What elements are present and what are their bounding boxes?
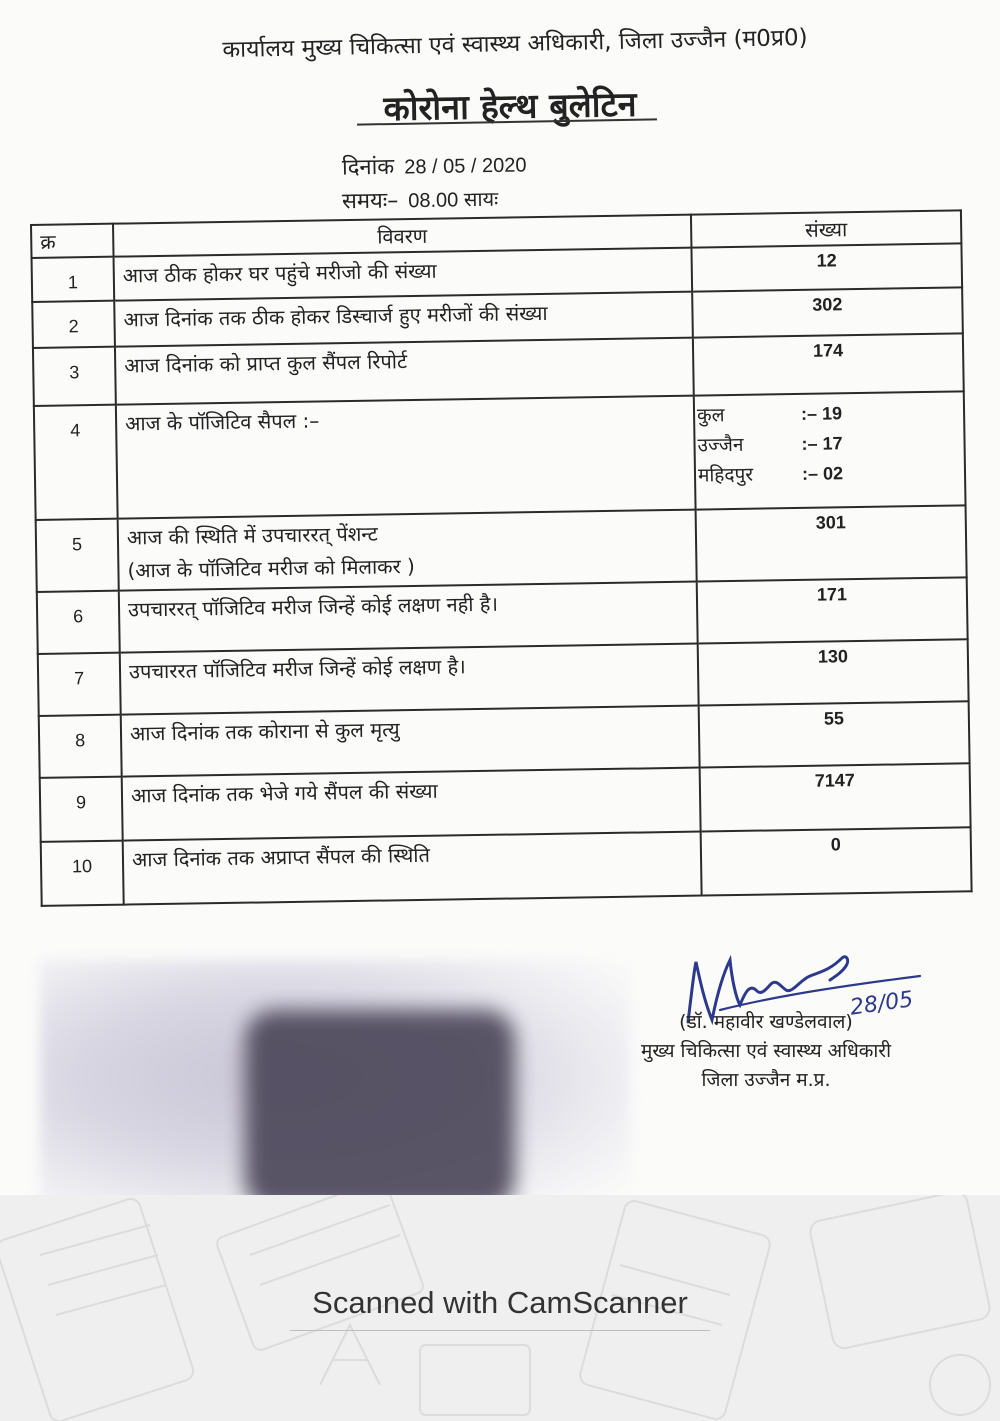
row-description (118, 510, 697, 591)
camscanner-footer (0, 1195, 1000, 1421)
header-serial: क्र (31, 224, 114, 258)
row-value: 0 (701, 827, 972, 895)
row-serial: 7 (38, 653, 121, 716)
table-row (34, 391, 966, 520)
breakdown-value: :– 02 (801, 463, 844, 484)
row-serial: 2 (32, 301, 115, 348)
row-serial: 3 (33, 347, 116, 406)
row-serial: 9 (40, 777, 123, 842)
row-value: 174 (693, 333, 964, 395)
signatory-district: जिला उज्जैन म.प्र. (701, 1069, 831, 1091)
time-label: समयः– (341, 188, 399, 215)
row-value: 301 (696, 505, 967, 581)
breakdown-mahidpur (698, 456, 956, 490)
breakdown-ujjain (697, 426, 955, 460)
breakdown-total (697, 396, 955, 430)
time-line (342, 183, 499, 216)
signature-date: 28/05 (848, 987, 915, 1021)
row-description: आज दिनांक को प्राप्त कुल सैंपल रिपोर्ट (115, 338, 694, 405)
row-value: 171 (697, 577, 968, 643)
time-value: 08.00 सायः (408, 188, 499, 213)
row-value: 130 (698, 639, 969, 705)
blurred-phone (245, 1010, 515, 1195)
office-heading: कार्यालय मुख्य चिकित्सा एवं स्वास्थ्य अधिकारी, जिला उज्जैन (म0प्र0) (222, 24, 808, 64)
row-description: उपचाररत् पॉजिटिव मरीज जिन्हें कोई लक्षण नही है। (119, 582, 698, 653)
row-value: 12 (691, 243, 962, 291)
row-description: आज के पॉजिटिव सैपल :– (116, 396, 696, 519)
signatory-name: (डॉ. महावीर खण्डेलवाल) (679, 1011, 853, 1033)
signature-block (596, 1008, 936, 1095)
row-value: 7147 (700, 763, 971, 831)
row-serial: 4 (34, 405, 118, 520)
bulletin-table-container (30, 209, 971, 907)
row-description-line1: आज की स्थिति में उपचाररत् पेंशन्ट (126, 521, 378, 550)
table-row (41, 827, 972, 906)
breakdown-label: उज्जैन (697, 433, 744, 457)
row-description: आज दिनांक तक ठीक होकर डिस्चार्ज हुए मरीजों की संख्या (114, 292, 693, 347)
row-description: उपचाररत पॉजिटिव मरीज जिन्हें कोई लक्षण है। (120, 644, 699, 715)
watermark-underline (290, 1330, 710, 1331)
breakdown-value: :– 17 (801, 433, 843, 454)
date-value: 28 / 05 / 2020 (404, 154, 527, 179)
row-serial: 8 (39, 715, 122, 778)
bulletin-title: कोरोना हेल्थ बुलेटिन (383, 84, 637, 130)
breakdown-label: कुल (696, 404, 725, 427)
positive-breakdown (694, 391, 966, 509)
signatory-designation: मुख्य चिकित्सा एवं स्वास्थ्य अधिकारी (641, 1040, 891, 1062)
row-description: आज ठीक होकर घर पहुंचे मरीजो की संख्या (114, 248, 693, 301)
row-serial: 1 (32, 257, 115, 302)
date-label: दिनांक (341, 154, 395, 181)
row-serial: 10 (41, 841, 124, 906)
camscanner-watermark: Scanned with CamScanner (312, 1285, 688, 1320)
row-value: 55 (699, 701, 970, 767)
row-value: 302 (692, 287, 963, 337)
header-description: विवरण (113, 215, 691, 257)
breakdown-value: :– 19 (800, 403, 843, 424)
bulletin-table (30, 209, 973, 907)
row-description-line2: (आज के पॉजिटिव मरीज को मिलाकर ) (127, 553, 416, 583)
row-serial: 5 (36, 519, 119, 592)
header-count: संख्या (691, 210, 961, 247)
breakdown-label: महिदपुर (697, 463, 754, 487)
row-description: आज दिनांक तक अप्राप्त सैंपल की स्थिति (123, 832, 702, 905)
row-description: आज दिनांक तक कोराना से कुल मृत्यु (121, 706, 700, 777)
date-line (342, 148, 527, 181)
row-serial: 6 (37, 591, 120, 654)
row-description: आज दिनांक तक भेजे गये सैंपल की संख्या (122, 768, 701, 841)
